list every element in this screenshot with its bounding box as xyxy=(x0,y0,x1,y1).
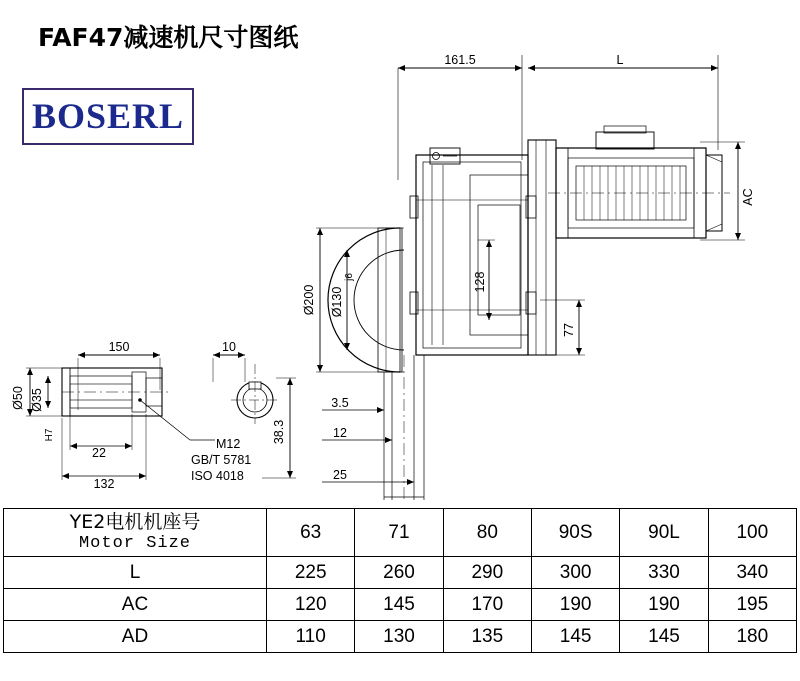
note-gb-standard: GB/T 5781 xyxy=(191,453,252,467)
dim-25: 25 xyxy=(333,468,347,482)
motor-spec-table xyxy=(3,508,797,653)
brand-logo-text: BOSERL xyxy=(31,96,185,136)
cell-AD-63: 110 xyxy=(267,621,355,653)
header-size-80: 80 xyxy=(443,509,531,557)
dim-150: 150 xyxy=(108,340,130,354)
header-size-71: 71 xyxy=(355,509,443,557)
table-header-row xyxy=(4,509,797,557)
cell-AC-63: 120 xyxy=(267,589,355,621)
dim-dia-130: Ø130 xyxy=(330,286,344,318)
cell-AD-71: 130 xyxy=(355,621,443,653)
dim-10: 10 xyxy=(222,340,236,354)
header-size-90l: 90L xyxy=(620,509,708,557)
dim-L: L xyxy=(616,53,624,67)
cell-L-90l: 330 xyxy=(620,557,708,589)
dim-38-3: 38.3 xyxy=(272,419,286,445)
table-row xyxy=(4,589,797,621)
cell-AC-90l: 190 xyxy=(620,589,708,621)
row-label-AD: AD xyxy=(4,621,267,653)
cell-L-100: 340 xyxy=(708,557,796,589)
cell-L-80: 290 xyxy=(443,557,531,589)
dim-12: 12 xyxy=(333,426,347,440)
header-size-90s: 90S xyxy=(531,509,619,557)
table-row xyxy=(4,557,797,589)
cell-AC-71: 145 xyxy=(355,589,443,621)
dim-j6: j6 xyxy=(344,273,355,281)
cell-AC-80: 170 xyxy=(443,589,531,621)
dim-dia-35: Ø35 xyxy=(30,388,44,412)
header-label-en: Motor Size xyxy=(78,534,192,553)
cell-AD-80: 135 xyxy=(443,621,531,653)
cell-L-71: 260 xyxy=(355,557,443,589)
dim-128: 128 xyxy=(473,271,487,293)
header-size-100: 100 xyxy=(708,509,796,557)
note-m12: M12 xyxy=(216,437,241,451)
cell-AD-100: 180 xyxy=(708,621,796,653)
dim-dia-200: Ø200 xyxy=(302,284,316,316)
row-label-AC: AC xyxy=(4,589,267,621)
dim-132: 132 xyxy=(93,477,115,491)
header-label-cn: YE2电机机座号 xyxy=(69,511,201,533)
cell-AD-90l: 145 xyxy=(620,621,708,653)
cell-AC-90s: 190 xyxy=(531,589,619,621)
page-title: FAF47减速机尺寸图纸 xyxy=(38,23,299,52)
dim-H7: H7 xyxy=(44,428,55,442)
row-label-L: L xyxy=(4,557,267,589)
cell-L-90s: 300 xyxy=(531,557,619,589)
dim-AC: AC xyxy=(741,188,755,206)
table-row xyxy=(4,621,797,653)
cell-L-63: 225 xyxy=(267,557,355,589)
dim-77: 77 xyxy=(562,323,576,337)
dim-dia-50: Ø50 xyxy=(11,386,25,410)
dim-3-5: 3.5 xyxy=(331,396,349,410)
dim-161-5: 161.5 xyxy=(444,53,476,67)
header-size-63: 63 xyxy=(267,509,355,557)
cell-AC-100: 195 xyxy=(708,589,796,621)
dim-22: 22 xyxy=(92,446,106,460)
note-iso-standard: ISO 4018 xyxy=(191,469,244,483)
cell-AD-90s: 145 xyxy=(531,621,619,653)
header-motor-size-label xyxy=(4,509,267,557)
